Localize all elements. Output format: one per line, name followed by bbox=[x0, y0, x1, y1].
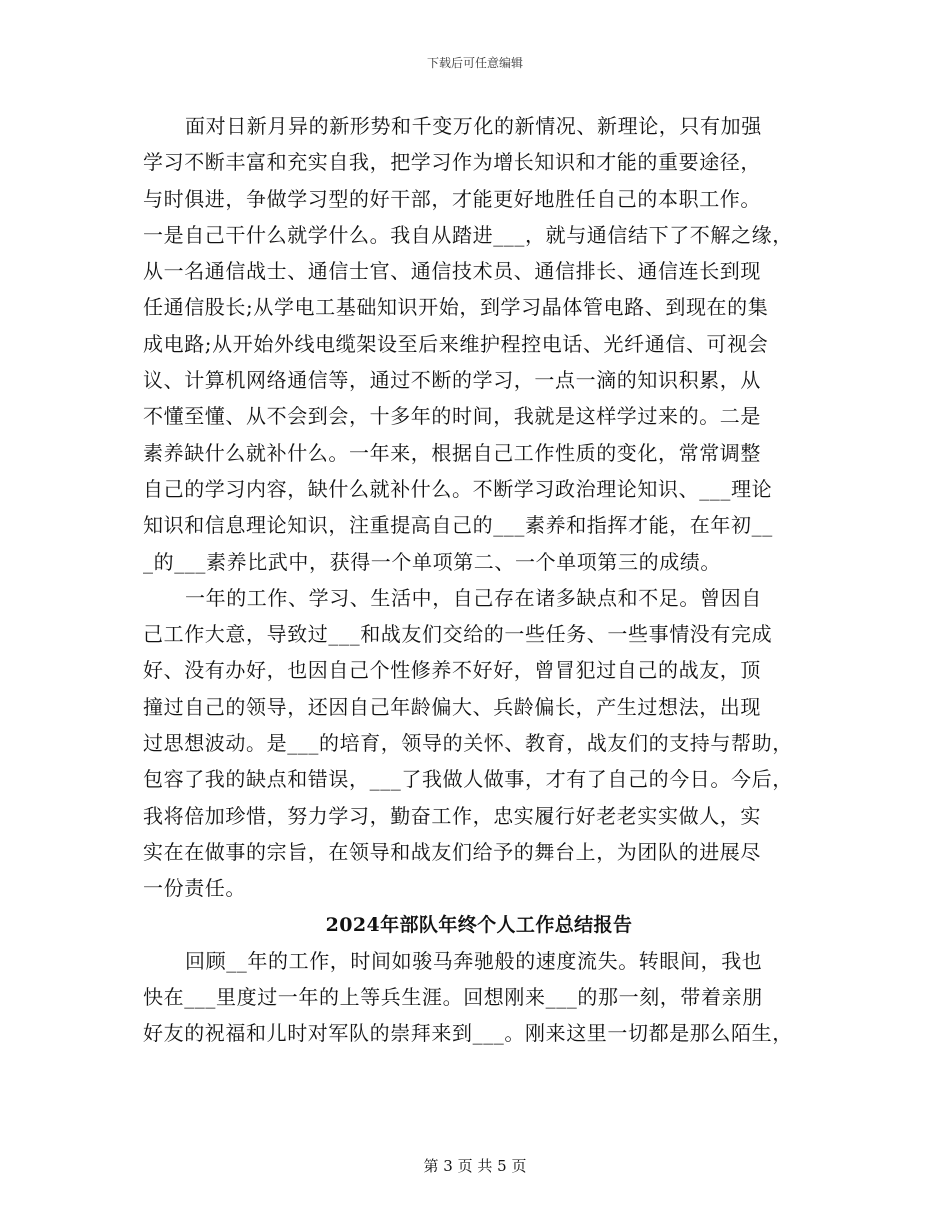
paragraph-line: 撞过自己的领导，还因自己年龄偏大、兵龄偏长，产生过想法，出现 bbox=[143, 694, 761, 719]
paragraph-line: 一年的工作、学习、生活中，自己存在诸多缺点和不足。曾因自 bbox=[185, 585, 762, 610]
paragraph-line: 从一名通信战士、通信士官、通信技术员、通信排长、通信连长到现 bbox=[143, 259, 761, 284]
paragraph-line: 面对日新月异的新形势和千变万化的新情况、新理论，只有加强 bbox=[185, 114, 762, 138]
paragraph-line: 好、没有办好，也因自己个性修养不好好，曾冒犯过自己的战友，顶 bbox=[143, 658, 761, 683]
paragraph-line: 一是自己干什么就学什么。我自从踏进___，就与通信结下了不解之缘， bbox=[143, 222, 793, 247]
document-body bbox=[143, 108, 815, 1052]
paragraph-line: 知识和信息理论知识，注重提高自己的___素养和指挥才能，在年初__ bbox=[143, 513, 773, 538]
paragraph-line: 自己的学习内容，缺什么就补什么。不断学习政治理论知识、___理论 bbox=[143, 476, 773, 501]
page-number-footer: 第 3 页 共 5 页 bbox=[423, 1157, 527, 1175]
paragraph-line: 包容了我的缺点和错误，___了我做人做事，才有了自己的今日。今后， bbox=[143, 767, 793, 792]
paragraph-line: 过思想波动。是___的培育，领导的关怀、教育，战友们的支持与帮助， bbox=[143, 731, 793, 756]
paragraph-line: 快在___里度过一年的上等兵生涯。回想刚来___的那一刻，带着亲朋 bbox=[143, 985, 763, 1010]
paragraph-line: 素养缺什么就补什么。一年来，根据自己工作性质的变化，常常调整 bbox=[143, 440, 761, 465]
paragraph-line: 议、计算机网络通信等，通过不断的学习，一点一滴的知识积累，从 bbox=[143, 368, 761, 393]
paragraph-line: 成电路;从开始外线电缆架设至后来维护程控电话、光纤通信、可视会 bbox=[143, 331, 769, 356]
paragraph-line: 一份责任。 bbox=[143, 876, 246, 901]
paragraph-line: _的___素养比武中，获得一个单项第二、一个单项第三的成绩。 bbox=[143, 549, 721, 574]
paragraph-line: 好友的祝福和儿时对军队的崇拜来到___。刚来这里一切都是那么陌生， bbox=[143, 1021, 793, 1046]
paragraph-line: 己工作大意，导致过___和战友们交给的一些任务、一些事情没有完成 bbox=[143, 622, 773, 647]
paragraph-line: 我将倍加珍惜，努力学习，勤奋工作，忠实履行好老老实实做人，实 bbox=[143, 803, 761, 828]
paragraph-line: 与时俱进，争做学习型的好干部，才能更好地胜任自己的本职工作。 bbox=[143, 186, 761, 211]
section-title: 2024年部队年终个人工作总结报告 bbox=[325, 913, 633, 936]
paragraph-line: 回顾__年的工作，时间如骏马奔驰般的速度流失。转眼间，我也 bbox=[185, 948, 763, 973]
paragraph-line: 不懂至懂、从不会到会，十多年的时间，我就是这样学过来的。二是 bbox=[143, 404, 761, 429]
paragraph-line: 实在在做事的宗旨，在领导和战友们给予的舞台上，为团队的进展尽 bbox=[143, 839, 761, 864]
page-header-note: 下载后可任意编辑 bbox=[426, 56, 523, 70]
paragraph-line: 学习不断丰富和充实自我，把学习作为增长知识和才能的重要途径， bbox=[143, 150, 761, 175]
paragraph-line: 任通信股长;从学电工基础知识开始，到学习晶体管电路、到现在的集 bbox=[143, 295, 769, 320]
